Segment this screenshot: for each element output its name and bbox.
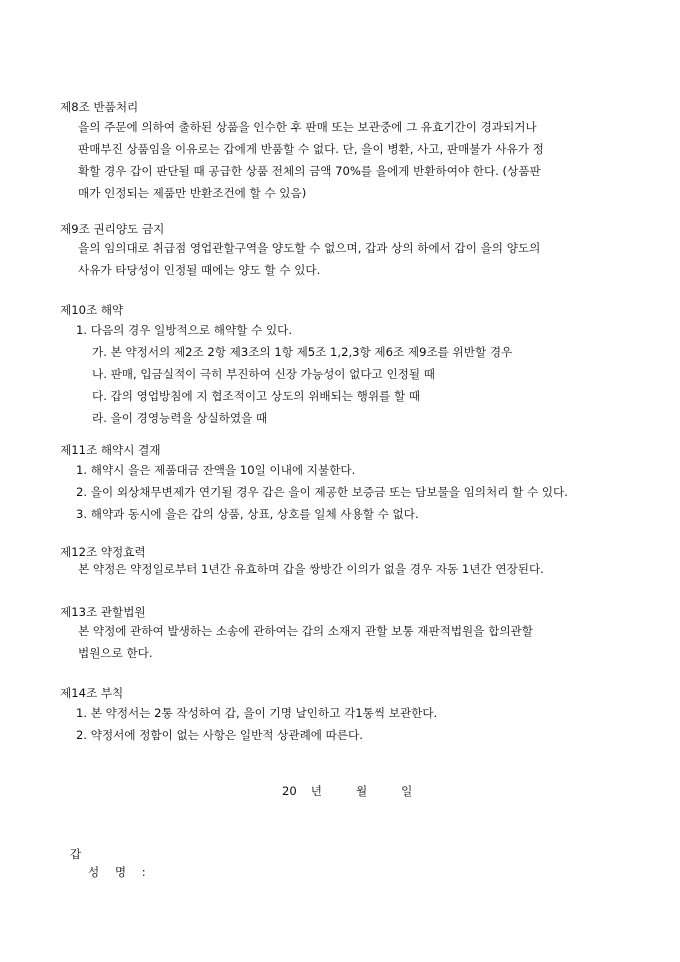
article-12-line: 본 약정은 약정일로부터 1년간 유효하며 갑을 쌍방간 이의가 없을 경우 자동 1년간 연장된다.: [78, 562, 544, 576]
article-11-item: 3. 해약과 동시에 을은 갑의 상품, 상표, 상호를 일체 사용할 수 없다.: [76, 507, 419, 521]
article-8-line: 을의 주문에 의하여 출하된 상품을 인수한 후 판매 또는 보관중에 그 유효기간이 경과되거나: [78, 120, 537, 134]
article-13-line: 법원으로 한다.: [78, 646, 153, 660]
party-label: 갑: [70, 847, 82, 861]
article-9-title: 제9조 권리양도 금지: [60, 222, 165, 236]
article-11-title: 제11조 해약시 결재: [60, 443, 161, 457]
article-8-line: 판매부진 상품임을 이유로는 갑에게 반품할 수 없다. 단, 을이 병환, 사고, 판매불가 사유가 정: [78, 142, 544, 156]
article-14-title: 제14조 부칙: [60, 686, 124, 700]
article-8-title: 제8조 반품처리: [60, 100, 139, 114]
article-10-sub-item: 가. 본 약정서의 제2조 2항 제3조의 1항 제5조 1,2,3항 제6조 제9조를 위반할 경우: [92, 345, 513, 359]
article-8-body: [78, 116, 626, 204]
article-13-line: 본 약정에 관하여 발생하는 소송에 관하여는 갑의 소재지 관할 보통 재판적법원을 합의관할: [78, 624, 533, 638]
article-13-title: 제13조 관할법원: [60, 605, 146, 619]
article-14-item: 1. 본 약정서는 2통 작성하여 갑, 을이 기명 날인하고 각1통씩 보관한다.: [76, 706, 438, 720]
article-14-item: 2. 약정서에 정함이 없는 사항은 일반적 상관례에 따른다.: [76, 728, 363, 742]
date-year-prefix: 20: [282, 784, 297, 798]
article-10-item-1: 1. 다음의 경우 일방적으로 해약할 수 있다.: [76, 323, 293, 337]
article-10-title: 제10조 해약: [60, 303, 124, 317]
article-8-line: 확할 경우 갑이 판단될 때 공급한 상품 전체의 금액 70%를 을에게 반환하여야 한다. (상품판: [78, 164, 541, 178]
date-day-label: 일: [401, 784, 413, 798]
name-field-label: 성 명 :: [88, 865, 152, 879]
date-month-label: 월: [355, 784, 368, 798]
date-year-label: 년: [310, 784, 322, 798]
article-10-sub-item: 다. 갑의 영업방침에 지 협조적이고 상도의 위배되는 행위를 할 때: [92, 389, 421, 403]
contract-date: [282, 783, 412, 799]
article-9-body: [78, 237, 626, 281]
article-9-line: 사유가 타당성이 인정될 때에는 양도 할 수 있다.: [78, 263, 321, 277]
article-11-item: 1. 해약시 을은 제품대금 잔액을 10일 이내에 지불한다.: [76, 463, 356, 477]
article-10-sub-item: 라. 을이 경영능력을 상실하였을 때: [92, 411, 268, 425]
article-8-line: 매가 인정되는 제품만 반환조건에 할 수 있음): [78, 186, 307, 200]
article-10-sub-item: 나. 판매, 입금실적이 극히 부진하여 신장 가능성이 없다고 인정될 때: [92, 367, 435, 381]
article-12-title: 제12조 약정효력: [60, 545, 146, 559]
article-11-item: 2. 을이 외상채무변제가 연기될 경우 갑은 을이 제공한 보증금 또는 담보물을 임의처리 할 수 있다.: [76, 485, 568, 499]
article-13-body: [78, 620, 626, 664]
article-12-body: [78, 558, 626, 580]
article-9-line: 을의 임의대로 취급점 영업관할구역을 양도할 수 없으며, 갑과 상의 하에서 갑이 을의 양도의: [78, 241, 541, 255]
